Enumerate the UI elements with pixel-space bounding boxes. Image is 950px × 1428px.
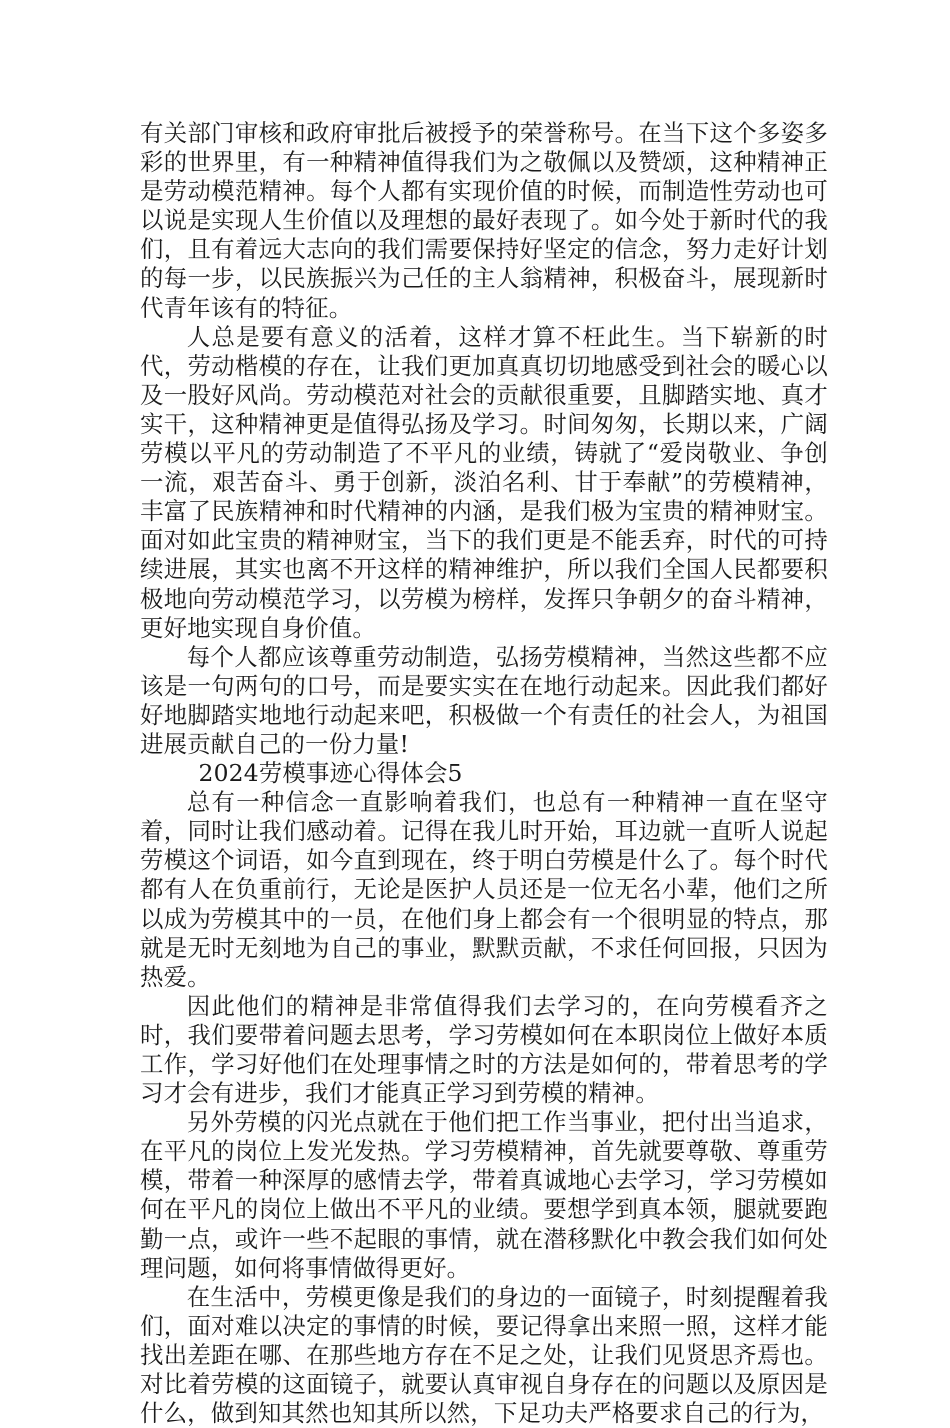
paragraph-6: 另外劳模的闪光点就在于他们把工作当事业，把付出当追求，在平凡的岗位上发光发热。学习劳模精神，首先就要尊敬、尊重劳模，带着一种深厚的感情去学，带着真诚地心去学习，学习劳模如何在平凡的岗位上做出不平凡的业绩。要想学到真本领，腿就要跑勤一点，或许一些不起眼的事情，就在潜移默化中教会我们如何处理问题，如何将事情做得更好。 xyxy=(140,1108,828,1282)
paragraph-1: 有关部门审核和政府审批后被授予的荣誉称号。在当下这个多姿多彩的世界里，有一种精神值得我们为之敬佩以及赞颂，这种精神正是劳动模范精神。每个人都有实现价值的时候，而制造性劳动也可以说是实现人生价值以及理想的最好表现了。如今处于新时代的我们，且有着远大志向的我们需要保持好坚定的信念，努力走好计划的每一步，以民族振兴为己任的主人翁精神，积极奋斗，展现新时代青年该有的特征。 xyxy=(140,119,828,322)
paragraph-5: 因此他们的精神是非常值得我们去学习的，在向劳模看齐之时，我们要带着问题去思考，学习劳模如何在本职岗位上做好本质工作，学习好他们在处理事情之时的方法是如何的，带着思考的学习才会有进步，我们才能真正学习到劳模的精神。 xyxy=(140,991,828,1108)
document-body xyxy=(140,119,828,1428)
paragraph-2: 人总是要有意义的活着，这样才算不枉此生。当下崭新的时代，劳动楷模的存在，让我们更加真真切切地感受到社会的暖心以及一股好风尚。劳动模范对社会的贡献很重要，且脚踏实地、真才实干，这种精神更是值得弘扬及学习。时间匆匆，长期以来，广阔劳模以平凡的劳动制造了不平凡的业绩，铸就了“爱岗敬业、争创一流，艰苦奋斗、勇于创新，淡泊名利、甘于奉献”的劳模精神，丰富了民族精神和时代精神的内涵，是我们极为宝贵的精神财宝。面对如此宝贵的精神财宝，当下的我们更是不能丢弃，时代的可持续进展，其实也离不开这样的精神维护，所以我们全国人民都要积极地向劳动模范学习，以劳模为榜样，发挥只争朝夕的奋斗精神，更好地实现自身价值。 xyxy=(140,322,828,642)
paragraph-4: 总有一种信念一直影响着我们，也总有一种精神一直在坚守着，同时让我们感动着。记得在我儿时开始，耳边就一直听人说起劳模这个词语，如今直到现在，终于明白劳模是什么了。每个时代都有人在负重前行，无论是医护人员还是一位无名小辈，他们之所以成为劳模其中的一员，在他们身上都会有一个很明显的特点，那就是无时无刻地为自己的事业，默默贡献，不求任何回报，只因为热爱。 xyxy=(140,788,828,991)
paragraph-7: 在生活中，劳模更像是我们的身边的一面镜子，时刻提醒着我们，面对难以决定的事情的时候，要记得拿出来照一照，这样才能找出差距在哪、在那些地方存在不足之处，让我们见贤思齐焉也。对比着劳模的这面镜子，就要认真审视自身存在的问题以及原因是什么，做到知其然也知其所以然，下足功夫严格要求自己的行为， xyxy=(140,1282,828,1428)
paragraph-3: 每个人都应该尊重劳动制造，弘扬劳模精神，当然这些都不应该是一句两句的口号，而是要实实在在地行动起来。因此我们都好好地脚踏实地地行动起来吧，积极做一个有责任的社会人，为祖国进展贡献自己的一份力量! xyxy=(140,642,828,758)
section-heading: 2024劳模事迹心得体会5 xyxy=(198,759,463,788)
